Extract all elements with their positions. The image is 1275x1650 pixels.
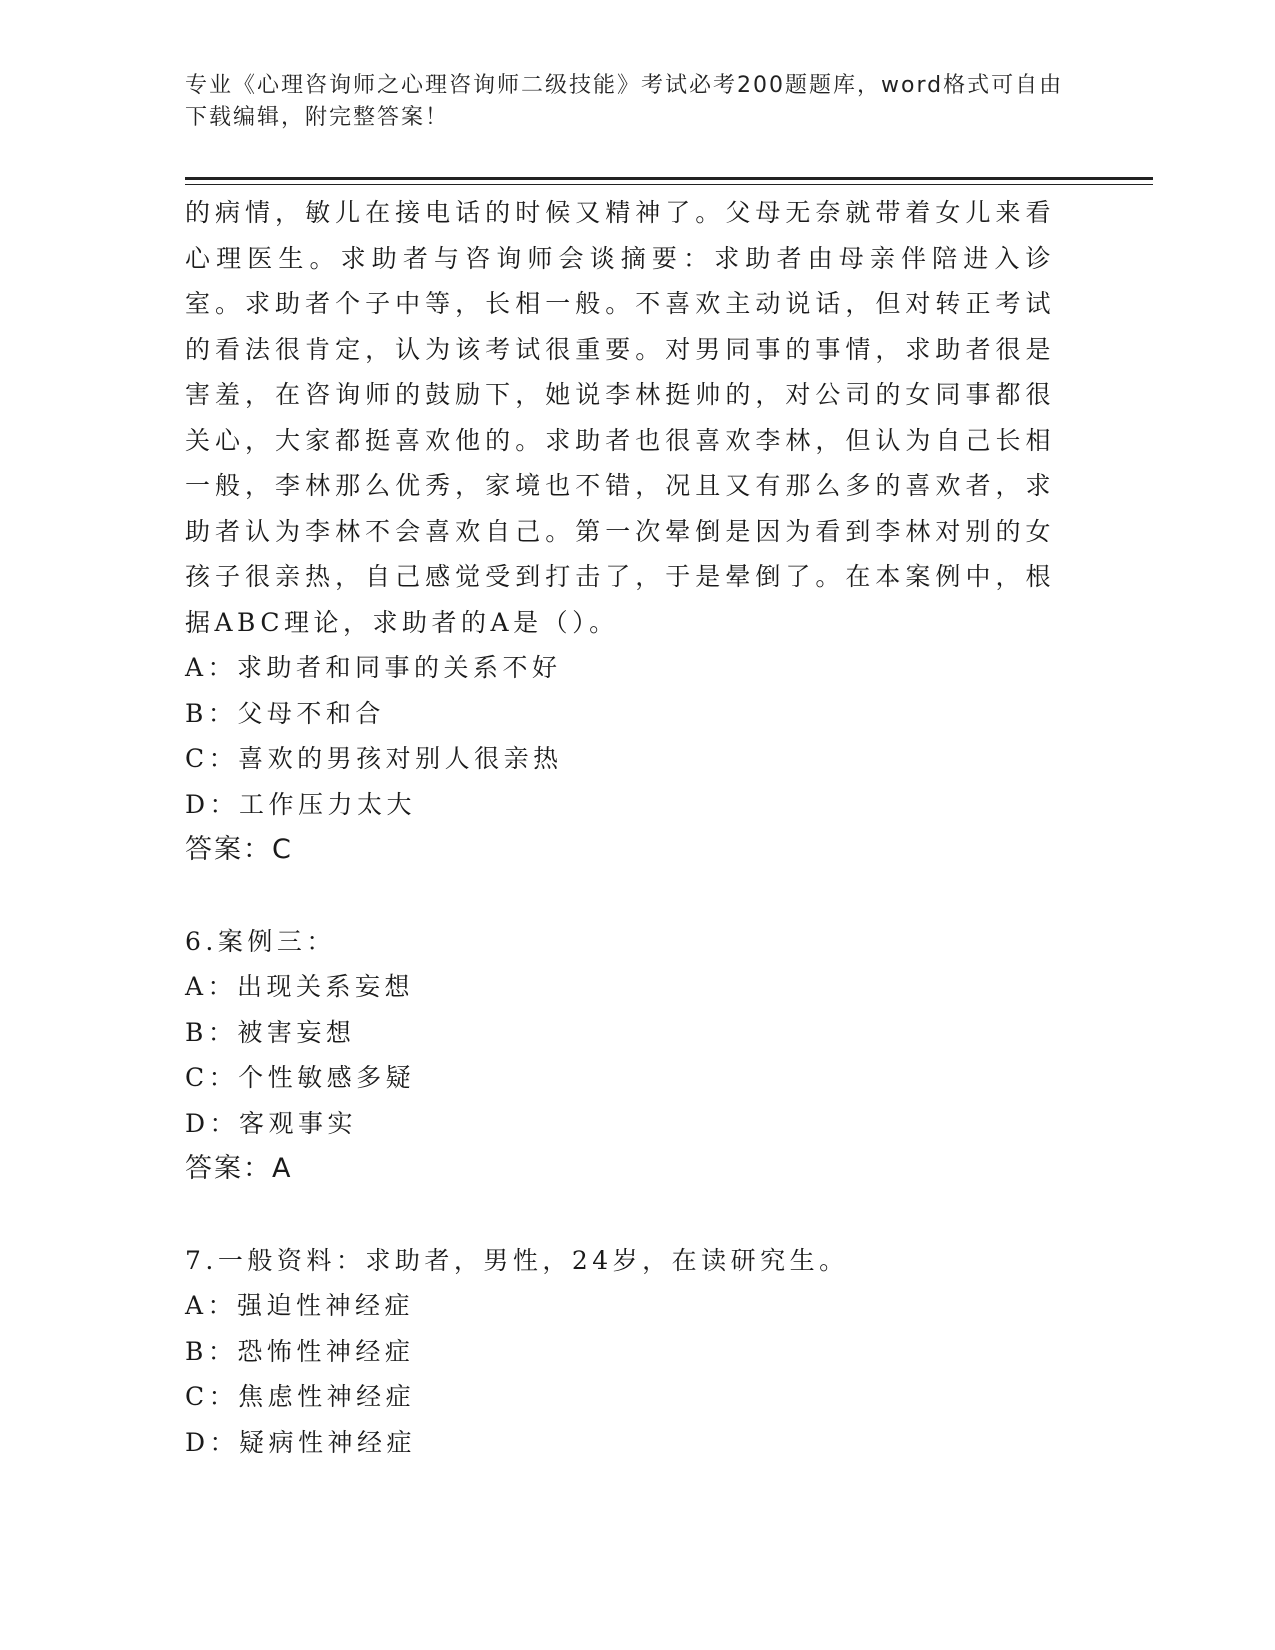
option-a: A：出现关系妄想: [185, 972, 415, 1001]
question-7: [185, 1238, 1055, 1466]
option-a: A：强迫性神经症: [185, 1291, 415, 1320]
page-header: 专业《心理咨询师之心理咨询师二级技能》考试必考200题题库，word格式可自由下载编辑，附完整答案！: [185, 73, 1064, 130]
answer: 答案：C: [185, 834, 293, 865]
answer: 答案：A: [185, 1153, 293, 1184]
option-c: C：个性敏感多疑: [185, 1063, 416, 1092]
question-stem: 的病情，敏儿在接电话的时候又精神了。父母无奈就带着女儿来看心理医生。求助者与咨询师会谈摘要：求助者由母亲伴陪进入诊室。求助者个子中等，长相一般。不喜欢主动说话，但对转正考试的看法很肯定，认为该考试很重要。对男同事的事情，求助者很是害羞，在咨询师的鼓励下，她说李林挺帅的，对公司的女同事都很关心，大家都挺喜欢他的。求助者也很喜欢李林，但认为自己长相一般，李林那么优秀，家境也不错，况且又有那么多的喜欢者，求助者认为李林不会喜欢自己。第一次晕倒是因为看到李林对别的女孩子很亲热，自己感觉受到打击了，于是晕倒了。在本案例中，根据ABC理论，求助者的A是（）。: [185, 198, 1055, 637]
question-stem: 7.一般资料：求助者，男性，24岁，在读研究生。: [185, 1245, 849, 1275]
option-b: B：父母不和合: [185, 698, 385, 728]
option-d: D：疑病性神经症: [185, 1427, 417, 1457]
option-a: A：求助者和同事的关系不好: [185, 653, 562, 682]
question-5: [185, 190, 1055, 873]
question-6: [185, 919, 1055, 1192]
question-stem: 6.案例三：: [185, 926, 336, 956]
option-d: D：工作压力太大: [185, 789, 417, 819]
option-d: D：客观事实: [185, 1108, 358, 1138]
option-b: B：被害妄想: [185, 1017, 356, 1047]
option-c: C：喜欢的男孩对别人很亲热: [185, 744, 563, 773]
header-rule-thin: [185, 184, 1153, 185]
document-body: [185, 190, 1055, 1465]
option-b: B：恐怖性神经症: [185, 1336, 415, 1366]
header-rule-thick: [185, 177, 1153, 180]
spacer: [185, 873, 1055, 919]
spacer: [185, 1192, 1055, 1238]
option-c: C：焦虑性神经症: [185, 1382, 416, 1411]
